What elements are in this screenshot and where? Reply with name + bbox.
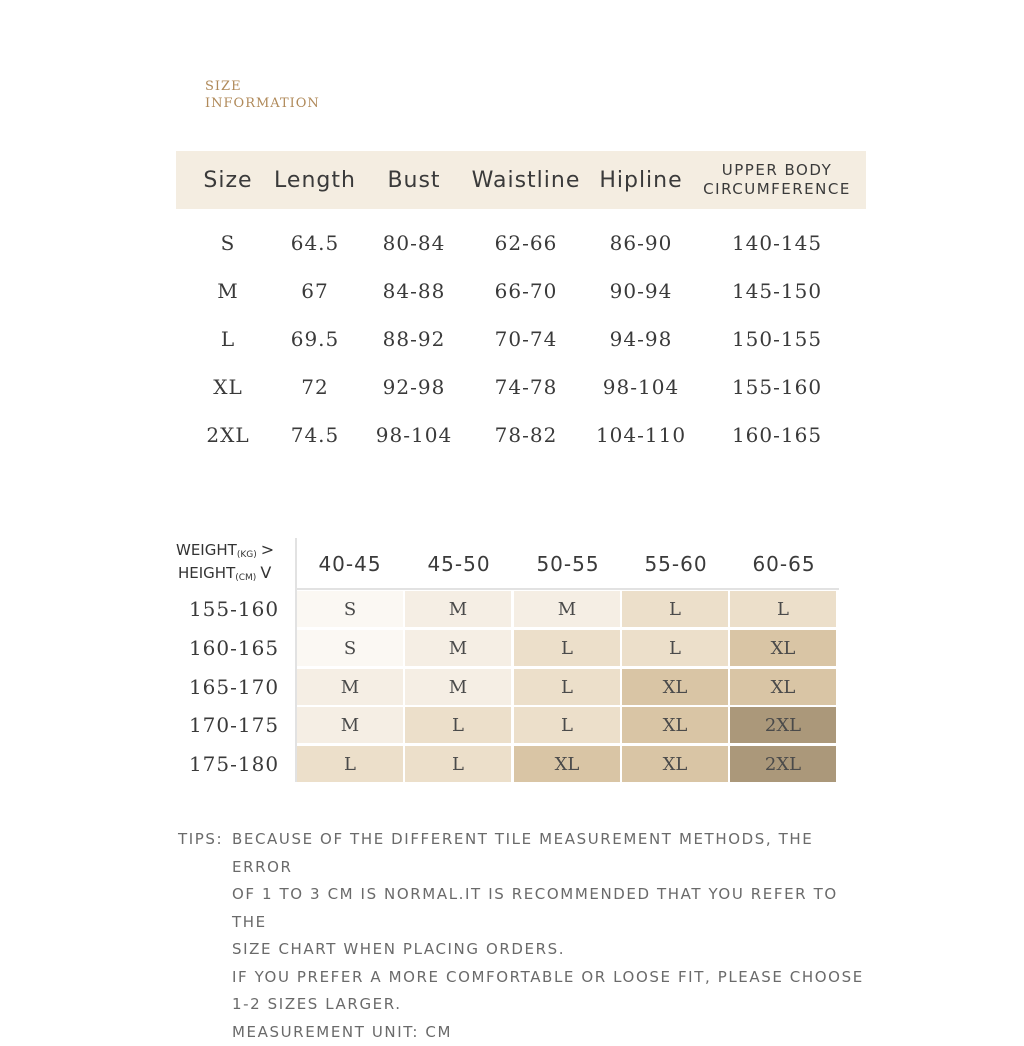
size-measurement-table	[176, 151, 866, 459]
corner-weight	[176, 540, 274, 563]
grid-cell: M	[297, 707, 403, 743]
table-row	[176, 267, 866, 315]
tips-line: MEASUREMENT UNIT: CM	[232, 1019, 878, 1046]
grid-cell: L	[622, 591, 728, 627]
down-arrow-icon: V	[260, 563, 271, 582]
grid-cell: XL	[622, 669, 728, 705]
cell-bust: 98-104	[364, 411, 464, 459]
height-label: 170-175	[178, 706, 290, 744]
grid-cell: S	[297, 591, 403, 627]
corner-weight-unit: (KG)	[237, 550, 257, 560]
cell-length: 74.5	[270, 411, 360, 459]
cell-waistline: 62-66	[470, 219, 582, 267]
cell-bust: 80-84	[364, 219, 464, 267]
cell-waistline: 78-82	[470, 411, 582, 459]
grid-cell: M	[405, 669, 511, 705]
grid-cell: M	[297, 669, 403, 705]
tips-label: TIPS:	[178, 826, 223, 854]
grid-cell: L	[514, 707, 620, 743]
cell-hipline: 90-94	[590, 267, 692, 315]
grid-cell: L	[730, 591, 836, 627]
grid-cell: 2XL	[730, 746, 836, 782]
cell-size: XL	[176, 363, 280, 411]
right-arrow-icon: >	[261, 540, 274, 559]
cell-length: 72	[270, 363, 360, 411]
grid-cell: XL	[730, 630, 836, 666]
header-size: Size	[176, 151, 280, 209]
weight-header: 45-50	[409, 548, 509, 580]
section-heading	[205, 78, 320, 112]
grid-cell: L	[405, 746, 511, 782]
cell-upper-body-circumference: 160-165	[696, 411, 858, 459]
weight-header: 55-60	[626, 548, 726, 580]
weight-header: 50-55	[518, 548, 618, 580]
size-table-body	[176, 209, 866, 459]
cell-upper-body-circumference: 145-150	[696, 267, 858, 315]
grid-cell: L	[514, 669, 620, 705]
cell-size: S	[176, 219, 280, 267]
cell-upper-body-circumference: 140-145	[696, 219, 858, 267]
tips-body	[232, 826, 878, 1046]
grid-cell: M	[514, 591, 620, 627]
table-row	[176, 411, 866, 459]
cell-hipline: 94-98	[590, 315, 692, 363]
weight-header: 40-45	[300, 548, 400, 580]
cell-hipline: 86-90	[590, 219, 692, 267]
header-upper-body-line-1: UPPER BODY	[703, 161, 851, 180]
cell-size: M	[176, 267, 280, 315]
tips-section	[178, 826, 878, 1046]
header-upper-body-line-2: CIRCUMFERENCE	[703, 180, 851, 199]
tips-line: SIZE CHART WHEN PLACING ORDERS.	[232, 936, 878, 964]
cell-hipline: 104-110	[590, 411, 692, 459]
heading-line-2: INFORMATION	[205, 95, 320, 112]
grid-cell: 2XL	[730, 707, 836, 743]
cell-length: 69.5	[270, 315, 360, 363]
height-label: 165-170	[178, 668, 290, 706]
cell-waistline: 70-74	[470, 315, 582, 363]
grid-cell: S	[297, 630, 403, 666]
corner-height-unit: (CM)	[235, 573, 256, 583]
header-hipline: Hipline	[590, 151, 692, 209]
cell-bust: 84-88	[364, 267, 464, 315]
grid-corner-label	[176, 540, 274, 586]
corner-height-text: HEIGHT	[178, 564, 235, 582]
grid-cell: XL	[622, 707, 728, 743]
header-waistline: Waistline	[470, 151, 582, 209]
grid-cell: M	[405, 630, 511, 666]
grid-cell: M	[405, 591, 511, 627]
cell-length: 64.5	[270, 219, 360, 267]
tips-line: IF YOU PREFER A MORE COMFORTABLE OR LOOSE FIT, PLEASE CHOOSE	[232, 964, 878, 992]
grid-cell: L	[622, 630, 728, 666]
cell-waistline: 74-78	[470, 363, 582, 411]
height-label: 175-180	[178, 745, 290, 783]
table-row	[176, 219, 866, 267]
cell-length: 67	[270, 267, 360, 315]
height-label: 155-160	[178, 590, 290, 628]
tips-line: OF 1 TO 3 CM IS NORMAL.IT IS RECOMMENDED THAT YOU REFER TO THE	[232, 881, 878, 936]
grid-cell: L	[405, 707, 511, 743]
cell-upper-body-circumference: 150-155	[696, 315, 858, 363]
cell-size: 2XL	[176, 411, 280, 459]
grid-cell: XL	[730, 669, 836, 705]
tips-line: BECAUSE OF THE DIFFERENT TILE MEASUREMENT METHODS, THE ERROR	[232, 826, 878, 881]
weight-header: 60-65	[734, 548, 834, 580]
header-upper-body-circumference	[696, 151, 858, 209]
size-table-header	[176, 151, 866, 209]
table-row	[176, 315, 866, 363]
cell-bust: 92-98	[364, 363, 464, 411]
corner-weight-text: WEIGHT	[176, 541, 237, 559]
grid-cell: L	[297, 746, 403, 782]
grid-cell: XL	[622, 746, 728, 782]
cell-upper-body-circumference: 155-160	[696, 363, 858, 411]
cell-bust: 88-92	[364, 315, 464, 363]
cell-size: L	[176, 315, 280, 363]
corner-height	[176, 563, 274, 586]
table-row	[176, 363, 866, 411]
cell-hipline: 98-104	[590, 363, 692, 411]
heading-line-1: SIZE	[205, 78, 320, 95]
header-bust: Bust	[364, 151, 464, 209]
height-label: 160-165	[178, 629, 290, 667]
grid-horizontal-divider	[295, 588, 839, 590]
grid-cell: XL	[514, 746, 620, 782]
cell-waistline: 66-70	[470, 267, 582, 315]
tips-line: 1-2 SIZES LARGER.	[232, 991, 878, 1019]
grid-cell: L	[514, 630, 620, 666]
header-length: Length	[270, 151, 360, 209]
